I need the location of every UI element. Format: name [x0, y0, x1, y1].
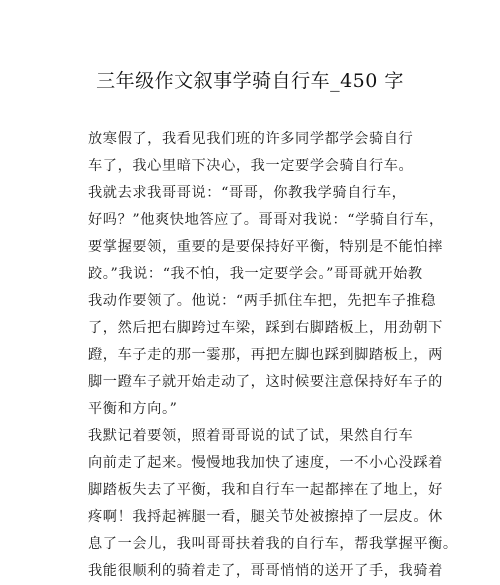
text-line: 疼啊！我捋起裤腿一看，腿关节处被擦掉了一层皮。休: [88, 509, 443, 525]
text-line: 跤。”我说：“我不怕，我一定要学会。”哥哥就开始教: [88, 266, 423, 282]
text-line: 我能很顺利的骑着走了，哥哥悄悄的送开了手，我骑着: [88, 563, 443, 579]
text-line: 我就去求我哥哥说：“哥哥，你教我学骑自行车，: [88, 185, 407, 201]
text-line: 平衡和方向。”: [88, 401, 178, 417]
text-line: 脚一蹬车子就开始走动了，这时候要注意保持好车子的: [88, 374, 443, 390]
document-body: [88, 126, 458, 585]
text-line: 车了，我心里暗下决心，我一定要学会骑自行车。: [88, 158, 414, 174]
text-line: 我动作要领了。他说：“两手抓住车把，先把车子推稳: [88, 293, 436, 309]
text-line: 息了一会儿，我叫哥哥扶着我的自行车，帮我掌握平衡。: [88, 536, 458, 552]
text-line: 向前走了起来。慢慢地我加快了速度，一不小心没踩着: [88, 455, 443, 471]
text-line: 好吗？”他爽快地答应了。哥哥对我说：“学骑自行车，: [88, 212, 444, 228]
text-line: 我默记着要领，照着哥哥说的试了试，果然自行车: [88, 428, 414, 444]
text-line: 脚踏板失去了平衡，我和自行车一起都摔在了地上，好: [88, 482, 443, 498]
text-line: 蹬，车子走的那一霎那，再把左脚也踩到脚踏板上，两: [88, 347, 443, 363]
text-line: 要掌握要领，重要的是要保持好平衡，特别是不能怕摔: [88, 239, 443, 255]
text-line: 放寒假了，我看见我们班的许多同学都学会骑自行: [88, 131, 414, 147]
text-line: 了，然后把右脚跨过车梁，踩到右脚踏板上，用劲朝下: [88, 320, 443, 336]
document-title: 三年级作文叙事学骑自行车_450 字: [96, 70, 404, 92]
